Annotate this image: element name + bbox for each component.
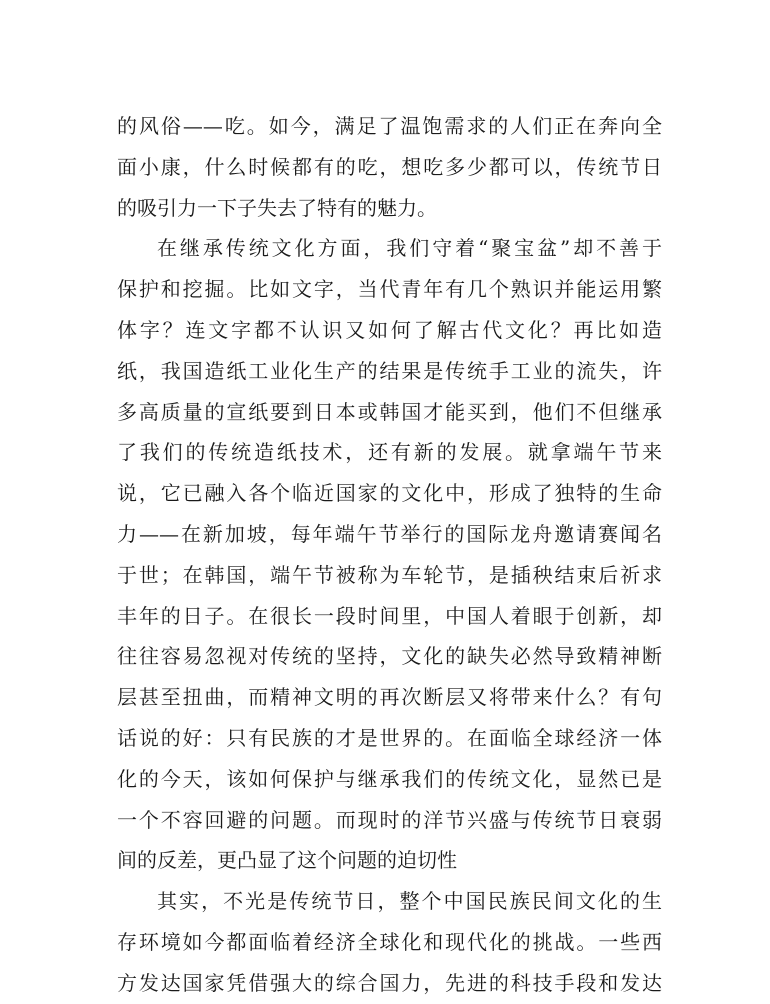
paragraph: [117, 228, 662, 881]
paragraph: [117, 881, 662, 1003]
text-line: 面小康，什么时候都有的吃，想吃多少都可以，传统节日: [117, 154, 662, 179]
text-line: 的吸引力一下子失去了特有的魅力。: [117, 195, 437, 220]
text-line: 的风俗——吃。如今，满足了温饱需求的人们正在奔向全: [117, 114, 662, 138]
text-line: 保护和挖掘。比如文字，当代青年有几个熟识并能运用繁: [117, 277, 662, 302]
text-line: 话说的好：只有民族的才是世界的。在面临全球经济一体: [117, 725, 662, 750]
text-line: 存环境如今都面临着经济全球化和现代化的挑战。一些西: [117, 929, 662, 954]
text-line: 于世；在韩国，端午节被称为车轮节，是插秧结束后祈求: [117, 562, 662, 587]
text-line: 说，它已融入各个临近国家的文化中，形成了独特的生命: [117, 481, 662, 506]
text-line: 在继承传统文化方面，我们守着“聚宝盆”却不善于: [157, 236, 662, 261]
text-line: 力——在新加坡，每年端午节举行的国际龙舟邀请赛闻名: [117, 521, 662, 546]
text-line: 间的反差，更凸显了这个问题的迫切性: [117, 848, 457, 873]
body-text: [117, 106, 662, 1004]
text-line: 往往容易忽视对传统的坚持，文化的缺失必然导致精神断: [117, 644, 662, 669]
paragraph: [117, 106, 662, 228]
text-line: 层甚至扭曲，而精神文明的再次断层又将带来什么？有句: [117, 685, 662, 710]
text-line: 纸，我国造纸工业化生产的结果是传统手工业的流失，许: [117, 358, 662, 383]
text-line: 化的今天，该如何保护与继承我们的传统文化，显然已是: [117, 766, 662, 791]
text-line: 一个不容回避的问题。而现时的洋节兴盛与传统节日衰弱: [117, 807, 662, 832]
text-line: 方发达国家凭借强大的综合国力，先进的科技手段和发达: [117, 970, 662, 995]
text-line: 了我们的传统造纸技术，还有新的发展。就拿端午节来: [117, 440, 662, 465]
text-line: 丰年的日子。在很长一段时间里，中国人着眼于创新，却: [117, 603, 662, 628]
text-line: 其实，不光是传统节日，整个中国民族民间文化的生: [157, 889, 662, 914]
text-line: 体字？连文字都不认识又如何了解古代文化？再比如造: [117, 317, 662, 342]
text-line: 多高质量的宣纸要到日本或韩国才能买到，他们不但继承: [117, 399, 662, 424]
